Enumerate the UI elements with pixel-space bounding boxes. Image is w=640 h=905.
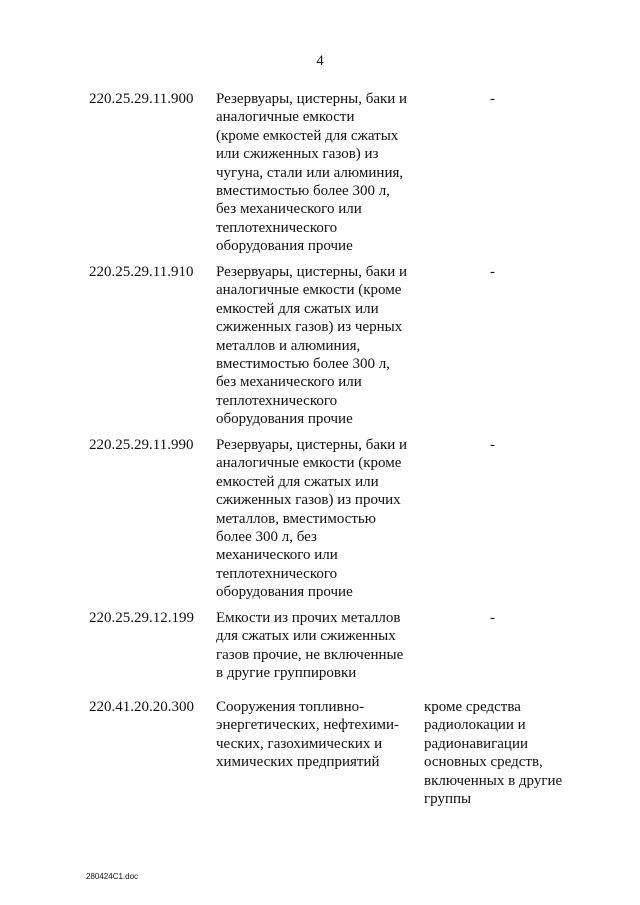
description-line: (кроме емкостей для сжатых bbox=[216, 127, 399, 144]
note-line: - bbox=[490, 264, 495, 280]
description-line: в другие группировки bbox=[216, 665, 357, 682]
description-line: энергетических, нефтехими- bbox=[216, 717, 400, 734]
note-line: радиолокации и bbox=[424, 717, 526, 734]
description-line: аналогичные емкости bbox=[216, 109, 355, 126]
description-line: механического или bbox=[216, 547, 338, 564]
item-description bbox=[216, 436, 407, 602]
item-code: 220.25.29.11.900 bbox=[89, 91, 194, 107]
note-line: радионавигации bbox=[424, 735, 529, 752]
description-line: вместимостью более 300 л, bbox=[216, 183, 390, 200]
item-description bbox=[216, 609, 403, 683]
note-line: включенных в другие bbox=[424, 772, 563, 789]
description-line: более 300 л, без bbox=[216, 529, 317, 546]
description-line: газов прочие, не включенные bbox=[216, 646, 404, 663]
item-code: 220.41.20.20.300 bbox=[89, 699, 194, 715]
description-line: металлов и алюминия, bbox=[216, 337, 361, 354]
page-number: 4 bbox=[316, 53, 324, 69]
note-line: - bbox=[490, 91, 495, 107]
description-line: чугуна, стали или алюминия, bbox=[216, 164, 404, 181]
note-line: группы bbox=[424, 791, 472, 808]
item-note bbox=[490, 263, 495, 281]
item-code: 220.25.29.11.910 bbox=[89, 264, 194, 280]
description-line: оборудования прочие bbox=[216, 411, 353, 428]
item-note bbox=[424, 698, 562, 808]
description-line: Резервуары, цистерны, баки и bbox=[216, 91, 408, 107]
description-line: емкостей для сжатых или bbox=[216, 473, 379, 490]
description-line: Сооружения топливно- bbox=[216, 699, 365, 715]
description-line: без механического или bbox=[216, 201, 362, 218]
item-note bbox=[490, 436, 495, 454]
description-line: емкостей для сжатых или bbox=[216, 300, 379, 317]
description-line: аналогичные емкости (кроме bbox=[216, 455, 402, 472]
item-code: 220.25.29.11.990 bbox=[89, 437, 194, 453]
item-description bbox=[216, 90, 407, 256]
note-line: кроме средства bbox=[424, 699, 521, 715]
description-line: химических предприятий bbox=[216, 754, 380, 771]
description-line: оборудования прочие bbox=[216, 584, 353, 601]
note-line: - bbox=[490, 437, 495, 453]
item-note bbox=[490, 90, 495, 108]
description-line: сжиженных газов) из прочих bbox=[216, 492, 401, 509]
description-line: металлов, вместимостью bbox=[216, 510, 376, 527]
item-description bbox=[216, 263, 407, 429]
description-line: теплотехнического bbox=[216, 219, 338, 236]
description-line: для сжатых или сжиженных bbox=[216, 628, 396, 645]
description-line: вместимостью более 300 л, bbox=[216, 356, 390, 373]
note-line: основных средств, bbox=[424, 754, 543, 771]
description-line: Емкости из прочих металлов bbox=[216, 610, 401, 626]
item-code: 220.25.29.12.199 bbox=[89, 610, 194, 626]
document-filename: 280424C1.doc bbox=[86, 872, 139, 881]
description-line: или сжиженных газов) из bbox=[216, 146, 379, 163]
note-line: - bbox=[490, 610, 495, 626]
item-description bbox=[216, 698, 399, 772]
description-line: аналогичные емкости (кроме bbox=[216, 282, 402, 299]
description-line: без механического или bbox=[216, 374, 362, 391]
description-line: Резервуары, цистерны, баки и bbox=[216, 264, 408, 280]
description-line: оборудования прочие bbox=[216, 238, 353, 255]
description-line: сжиженных газов) из черных bbox=[216, 319, 403, 336]
item-note bbox=[490, 609, 495, 627]
description-line: теплотехнического bbox=[216, 565, 338, 582]
description-line: ческих, газохимических и bbox=[216, 735, 383, 752]
description-line: Резервуары, цистерны, баки и bbox=[216, 437, 408, 453]
description-line: теплотехнического bbox=[216, 392, 338, 409]
